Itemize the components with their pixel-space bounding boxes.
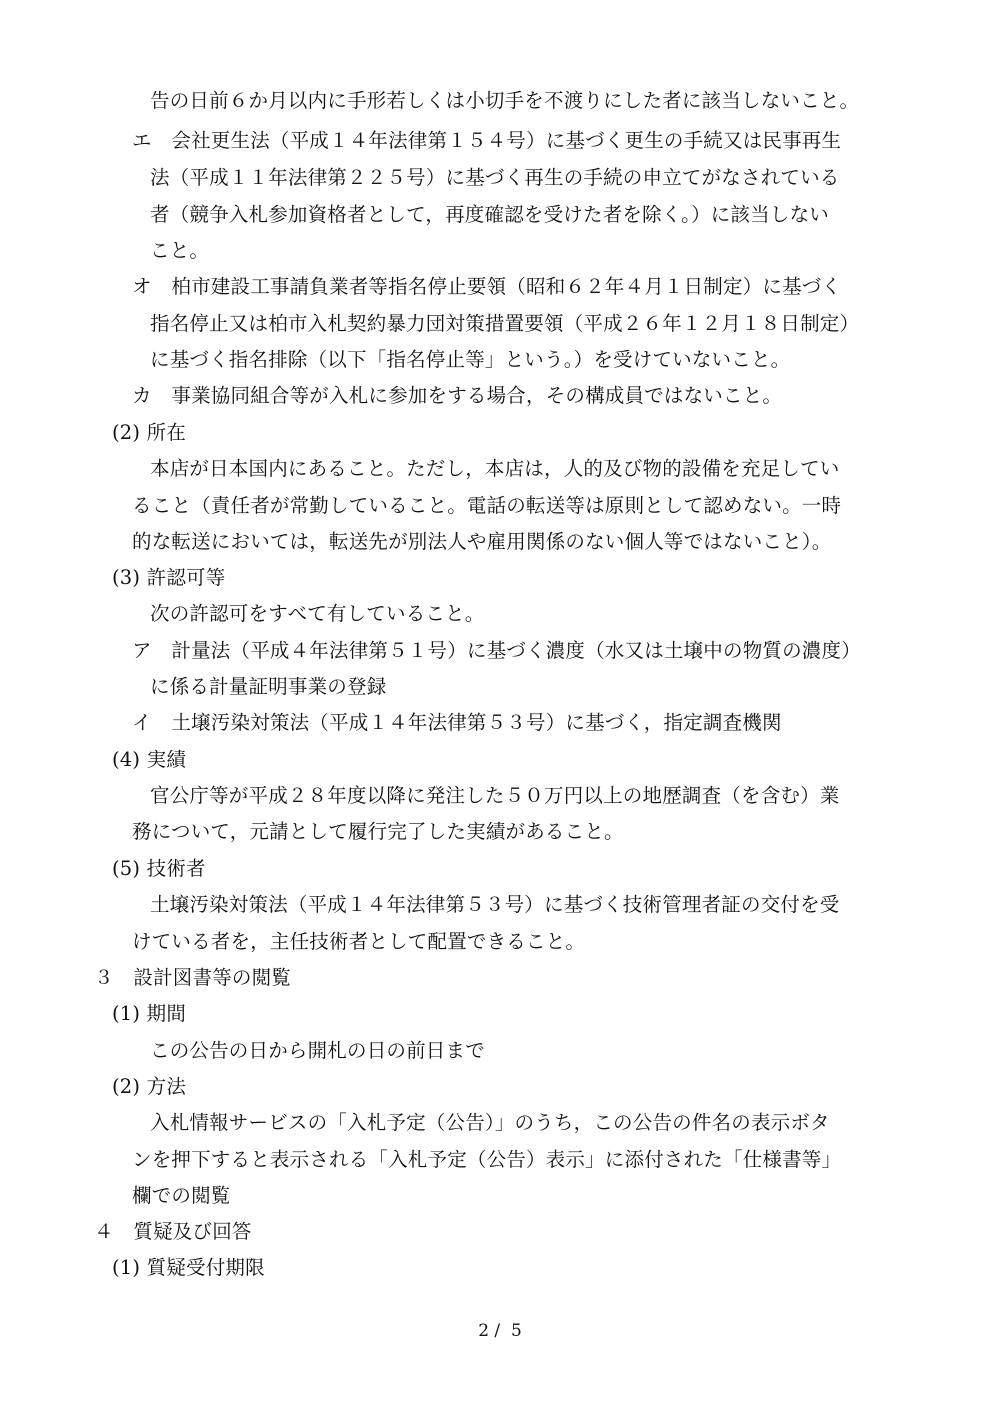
text-line: 的な転送においては，転送先が別法人や雇用関係のない個人等ではないこと）。 [132, 530, 832, 553]
list-item-o: オ 柏市建設工事請負業者等指名停止要領（昭和６２年４月１日制定）に基づく [132, 275, 842, 298]
text-line: こと。 [150, 239, 210, 262]
text-line: この公告の日から開札の日の前日まで [150, 1039, 485, 1062]
text-line: 入札情報サービスの「入札予定（公告）」のうち，この公告の件名の表示ボタ [150, 1111, 830, 1134]
text-line: 官公庁等が平成２８年度以降に発注した５０万円以上の地歴調査（を含む）業 [150, 784, 840, 807]
text-line: 法（平成１１年法律第２２５号）に基づく再生の手続の申立てがなされている [150, 166, 840, 189]
chapter-heading: ３ 設計図書等の閲覧 [94, 966, 292, 989]
page-number: 2 / 5 [478, 1321, 522, 1341]
list-item-i: イ 土壌汚染対策法（平成１４年法律第５３号）に基づく，指定調査機関 [132, 711, 782, 734]
text-line: ンを押下すると表示される「入札予定（公告）表示」に添付された「仕様書等」 [132, 1148, 842, 1171]
chapter-heading: ４ 質疑及び回答 [94, 1220, 252, 1243]
list-item-a: ア 計量法（平成４年法律第５１号）に基づく濃度（水又は土壌中の物質の濃度） [132, 639, 861, 662]
text-line: 土壌汚染対策法（平成１４年法律第５３号）に基づく技術管理者証の交付を受 [150, 893, 840, 916]
text-line: 務について，元請として履行完了した実績があること。 [132, 820, 624, 843]
text-line: に係る計量証明事業の登録 [150, 675, 387, 698]
text-line: 次の許認可をすべて有していること。 [150, 602, 485, 625]
section-heading: (2) 所在 [112, 421, 187, 444]
text-line: 者（競争入札参加資格者として，再度確認を受けた者を除く。）に該当しない [150, 203, 829, 226]
text-line: 本店が日本国内にあること。ただし，本店は，人的及び物的設備を充足してい [150, 457, 840, 480]
section-heading: (1) 質疑受付期限 [112, 1256, 265, 1279]
section-heading: (4) 実績 [112, 748, 187, 771]
section-heading: (3) 許認可等 [112, 566, 226, 589]
text-line: 指名停止又は柏市入札契約暴力団対策措置要領（平成２６年１２月１８日制定） [150, 312, 860, 335]
section-heading: (2) 方法 [112, 1075, 187, 1098]
text-line: に基づく指名排除（以下「指名停止等」という。）を受けていないこと。 [150, 348, 791, 371]
list-item-ka: カ 事業協同組合等が入札に参加をする場合，その構成員ではないこと。 [132, 384, 783, 407]
list-item-e: エ 会社更生法（平成１４年法律第１５４号）に基づく更生の手続又は民事再生 [132, 129, 842, 152]
text-line: 欄での閲覧 [132, 1184, 231, 1207]
text-line: 告の日前６か月以内に手形若しくは小切手を不渡りにした者に該当しないこと。 [150, 89, 860, 112]
section-heading: (1) 期間 [112, 1002, 187, 1025]
text-line: ること（責任者が常勤していること。電話の転送等は原則として認めない。一時 [132, 494, 842, 517]
section-heading: (5) 技術者 [112, 857, 206, 880]
text-line: けている者を，主任技術者として配置できること。 [132, 930, 586, 953]
